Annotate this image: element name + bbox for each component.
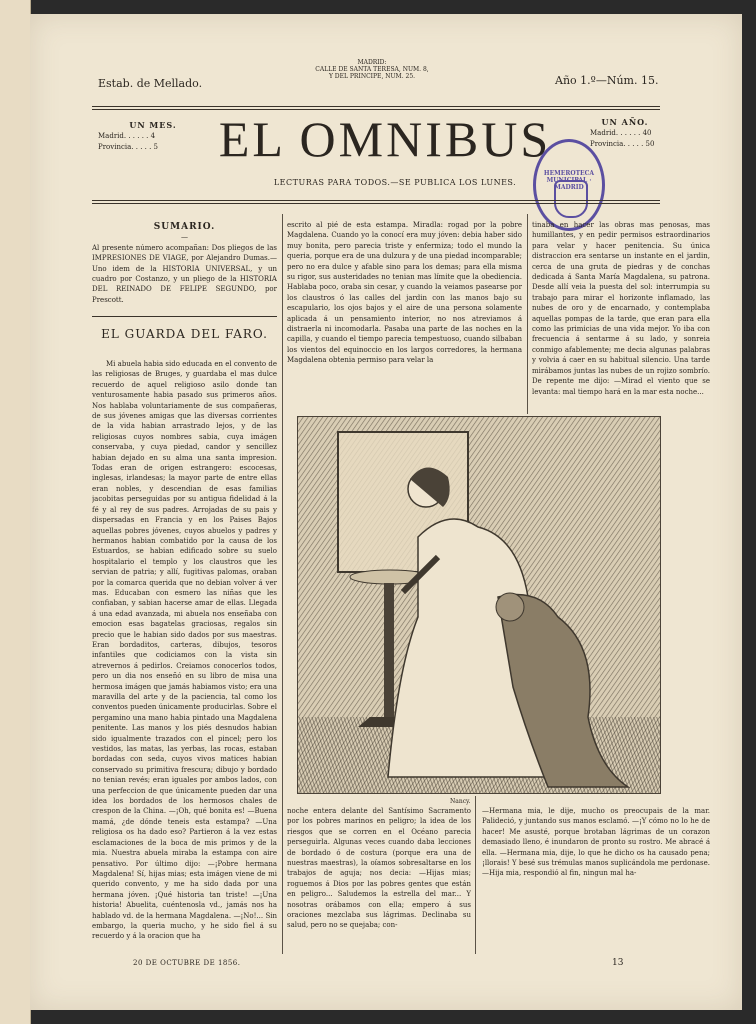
top-rule [92, 106, 660, 107]
publisher-label: Estab. de Mellado. [98, 77, 203, 90]
summary-rule [92, 316, 277, 317]
library-stamp [533, 139, 605, 231]
subscription-row: Provincia. . . . . 5 [98, 143, 159, 151]
subscription-year [590, 117, 660, 150]
issue-date: 20 DE OCTUBRE DE 1856. [133, 959, 241, 967]
article-text: tinaba en hacer las obras mas penosas, mas humillantes, y en pedir permisos estraordinarios para velar y hacer penitencia. Su única distraccion era sentarse un instante en el jardin, cerca de una gruta de piedras y de conchas dedicada á Santa María Magdalena, su patrona. Desde allí veia la puesta del sol: interrumpia su trabajo para mirar el horizonte inflamado, las nubes de oro y de encarnado, y contemplaba aquellas pompas de la tarde, que eran para ella como las primicias de una vida mejor. Yo iba con frecuencia á sentarme á su lado, y sonreia conmigo afablemente; me decia algunas palabras y volvia á caer en su habitual silencio. Una tarde mirábamos juntas las nubes de un rojizo sombrío. De repente me dijo: —Mirad el viento que se levanta: mal tiempo hará en la mar esta noche... [532, 221, 710, 396]
newspaper-title: EL OMNIBUS [218, 111, 552, 167]
subscription-heading: UN AÑO. [601, 117, 649, 127]
illustration-caption: Nancy. [450, 798, 471, 805]
summary-box [92, 222, 277, 314]
subscription-month [98, 120, 208, 153]
subscription-row: Madrid. . . . . . 4 [98, 132, 156, 140]
page-number: 13 [612, 958, 624, 968]
address-line: MADRID: [357, 59, 387, 66]
column-divider [282, 214, 283, 954]
article-text: Mi abuela habia sido educada en el convento de las religiosas de Bruges, y guardaba el mas dulce recuerdo de aquel religioso asilo donde tan venturosamente habia pasado sus primeros años. Nos hablaba voluntariamente de sus compañeras, de sus jóvenes amigas que las diversas corrientes de la vida habian arrastrado lejos, y de las religiosas cuyos nombres sabia, cuya imágen conservaba, y cuya piedad, candor y sencillez habian dejado en su alma una santa impresion. Todas eran de origen estrangero: escocesas, inglesas, irlandesas; la mayor parte de entre ellas eran nobles, y descendian de esas familias jacobitas perseguidas por su antigua fidelidad á la fé y al rey de sus padres. Arrojadas de su pais y dispersadas en Francia y en los Paises Bajos aquellas pobres jóvenes, cuyos abuelos y padres y hermanos habian combatido por la causa de los Estuardos, se habian edificado sobre su suelo hospitalario el templo y los claustros que les servian de patria; y allí, fugitivas palomas, oraban por la comarca querida que no debian volver á ver mas. Educaban con esmero las niñas que les confiaban, y sabian hacerse amar de ellas. Llegada á una edad avanzada, mi abuela nos enseñaba con emocion esas bagatelas graciosas, regalos sin precio que le habian sido dados por sus maestras. Eran bordaditos, carteras, dibujos, tesoros infantiles que codiciamos con la vista sin atrevernos á pedirlos. Creiamos conocerlos todos, pero un dia nos enseñó en su libro de misa una hermosa imágen que jamás habiamos visto; era una maravilla del arte y de la paciencia, tal como los conventos pueden únicamente producirlas. Sobre el pergamino una mano habia pintado una Magdalena penitente. Las manos y los piés desnudos habian sido igualmente trazados con el pincel; pero los vestidos, las matas, las yerbas, las rocas, estaban bordadas con seda, cuyos vivos matices habian conservado su primitiva frescura; dibujo y bordado no tenian revés; eran iguales por ambos lados, con una perfeccion de que únicamente pueden dar una idea los bordados de los hermosos chales de crespon de la China. —¡Oh, qué bonita es! —Buena mamá, ¿de dónde teneis esta estampa? —Una religiosa os ha dado eso? Partieron á la vez estas esclamaciones de la boca de mis primos y de la mia. Nuestra abuela miraba la estampa con aire pensativo. Por último dijo: —¡Pobre hermana Magdalena! Sí, hijas mias; esta imágen viene de mi querido convento, y me ha sido dada por una hermana jóven. ¡Qué historia tan triste! —¡Una historia! Abuelita, cuéntenosla vd., jamás nos ha hablado vd. de la hermana Magdalena. —¡No!... Sin embargo, la queria mucho, y he sido fiel á su recuerdo y á la oracion que ha [92, 360, 277, 941]
subscription-heading: UN MES. [129, 120, 177, 130]
crest-icon [554, 180, 588, 218]
subscription-row: Madrid. . . . . . 40 [590, 129, 652, 137]
article-column-1 [92, 359, 277, 951]
summary-heading: SUMARIO. [153, 222, 216, 232]
newspaper-page [30, 14, 742, 1010]
masthead-bottom-rule [92, 200, 660, 201]
engraving-illustration [297, 416, 661, 794]
article-column-3-top [532, 220, 710, 410]
article-column-2-bottom [287, 806, 471, 954]
article-text: noche entera delante del Santísimo Sacramento por los pobres marinos en peligro; la idea de los riesgos que se corren en el Océano parecia perseguirla. Algunas veces cuando daba lecciones de bordado ó de costura (porque era una de nuestras maestras), la oíamos sobresaltarse en los trabajos de aguja; nos decia: —Hijas mias; roguemos á Dios por las pobres gentes que están en peligro... Saludemos la estrella del mar... Y nosotras orábamos con ella; empero á sus oraciones mezclaba sus lágrimas. Declinaba su salud, pero no se quejaba; con- [287, 807, 471, 930]
article-column-3-bottom [482, 806, 710, 954]
column-divider [527, 214, 528, 414]
article-column-2-top [287, 220, 522, 410]
address-block [292, 59, 452, 80]
masthead-bottom-rule [92, 203, 660, 204]
address-line: CALLE DE SANTA TERESA, NUM. 8, [315, 66, 429, 73]
address-line: Y DEL PRINCIPE, NUM. 25. [328, 73, 416, 80]
engraving-image [298, 417, 660, 793]
divider-mark: — [181, 233, 188, 242]
previous-page-edge [0, 0, 31, 1024]
summary-text: Al presente número acompañan: Dos pliegos de las IMPRESIONES DE VIAGE, por Alejandro Dumas.—Uno idem de la HISTORIA UNIVERSAL, y un cuadro por Costanzo, y un pliego de la HISTORIA DEL REINADO DE FELIPE SEGUNDO, por Prescott. [92, 243, 277, 304]
article-text: —Hermana mia, le dije, mucho os preocupais de la mar. Palideció, y juntando sus manos esclamó. —¡Y cómo no lo he de hacer! Me asusté, porque brotaban lágrimas de un corazon demasiado lleno, é inundaron de pronto su rostro. Me abracé á ella. —Hermana mia, dije, lo que he dicho os ha causado pena; ¡llorais! Y besé sus trémulas manos suplicándola me perdonase. —Hija mia, respondió al fin, ningun mal ha- [482, 807, 710, 878]
issue-number: Año 1.º—Núm. 15. [555, 74, 659, 87]
article-title: EL GUARDA DEL FARO. [101, 329, 268, 341]
subscription-row: Provincia. . . . . 50 [590, 140, 655, 148]
article-text: escrito al pié de esta estampa. Miradla: rogad por la pobre Magdalena. Cuando yo la conocí era muy jóven: debia haber sido muy bonita, pero parecia triste y enfermiza; todo el mundo la queria, porque era de una dulzura y de una piedad incomparable; pero no era dulce y afable sino para los demas; para ella misma su rigor, sus austeridades no tenian mas límite que la obediencia. Hablaba poco, oraba sin cesar, y cuando la veiamos pasearse por los claustros ó las calles del jardin con las manos bajo su escapulario, los ojos bajos y el aire de una persona solamente aplicada á un pensamiento interior, no nos atreviamos á distraerla ni incomodarla. Pasaba una parte de las noches en la capilla, y cuando el tiempo parecia tempestuoso, cuando silbaban los vientos del equinoccio en los largos corredores, la hermana Magdalena obtenia permiso para velar la [287, 221, 522, 365]
column-divider [475, 796, 476, 954]
newspaper-subtitle: LECTURAS PARA TODOS.—SE PUBLICA LOS LUNES. [273, 178, 517, 187]
stamp-text: HEMEROTECA MUNICIPAL · MADRID [543, 170, 595, 191]
